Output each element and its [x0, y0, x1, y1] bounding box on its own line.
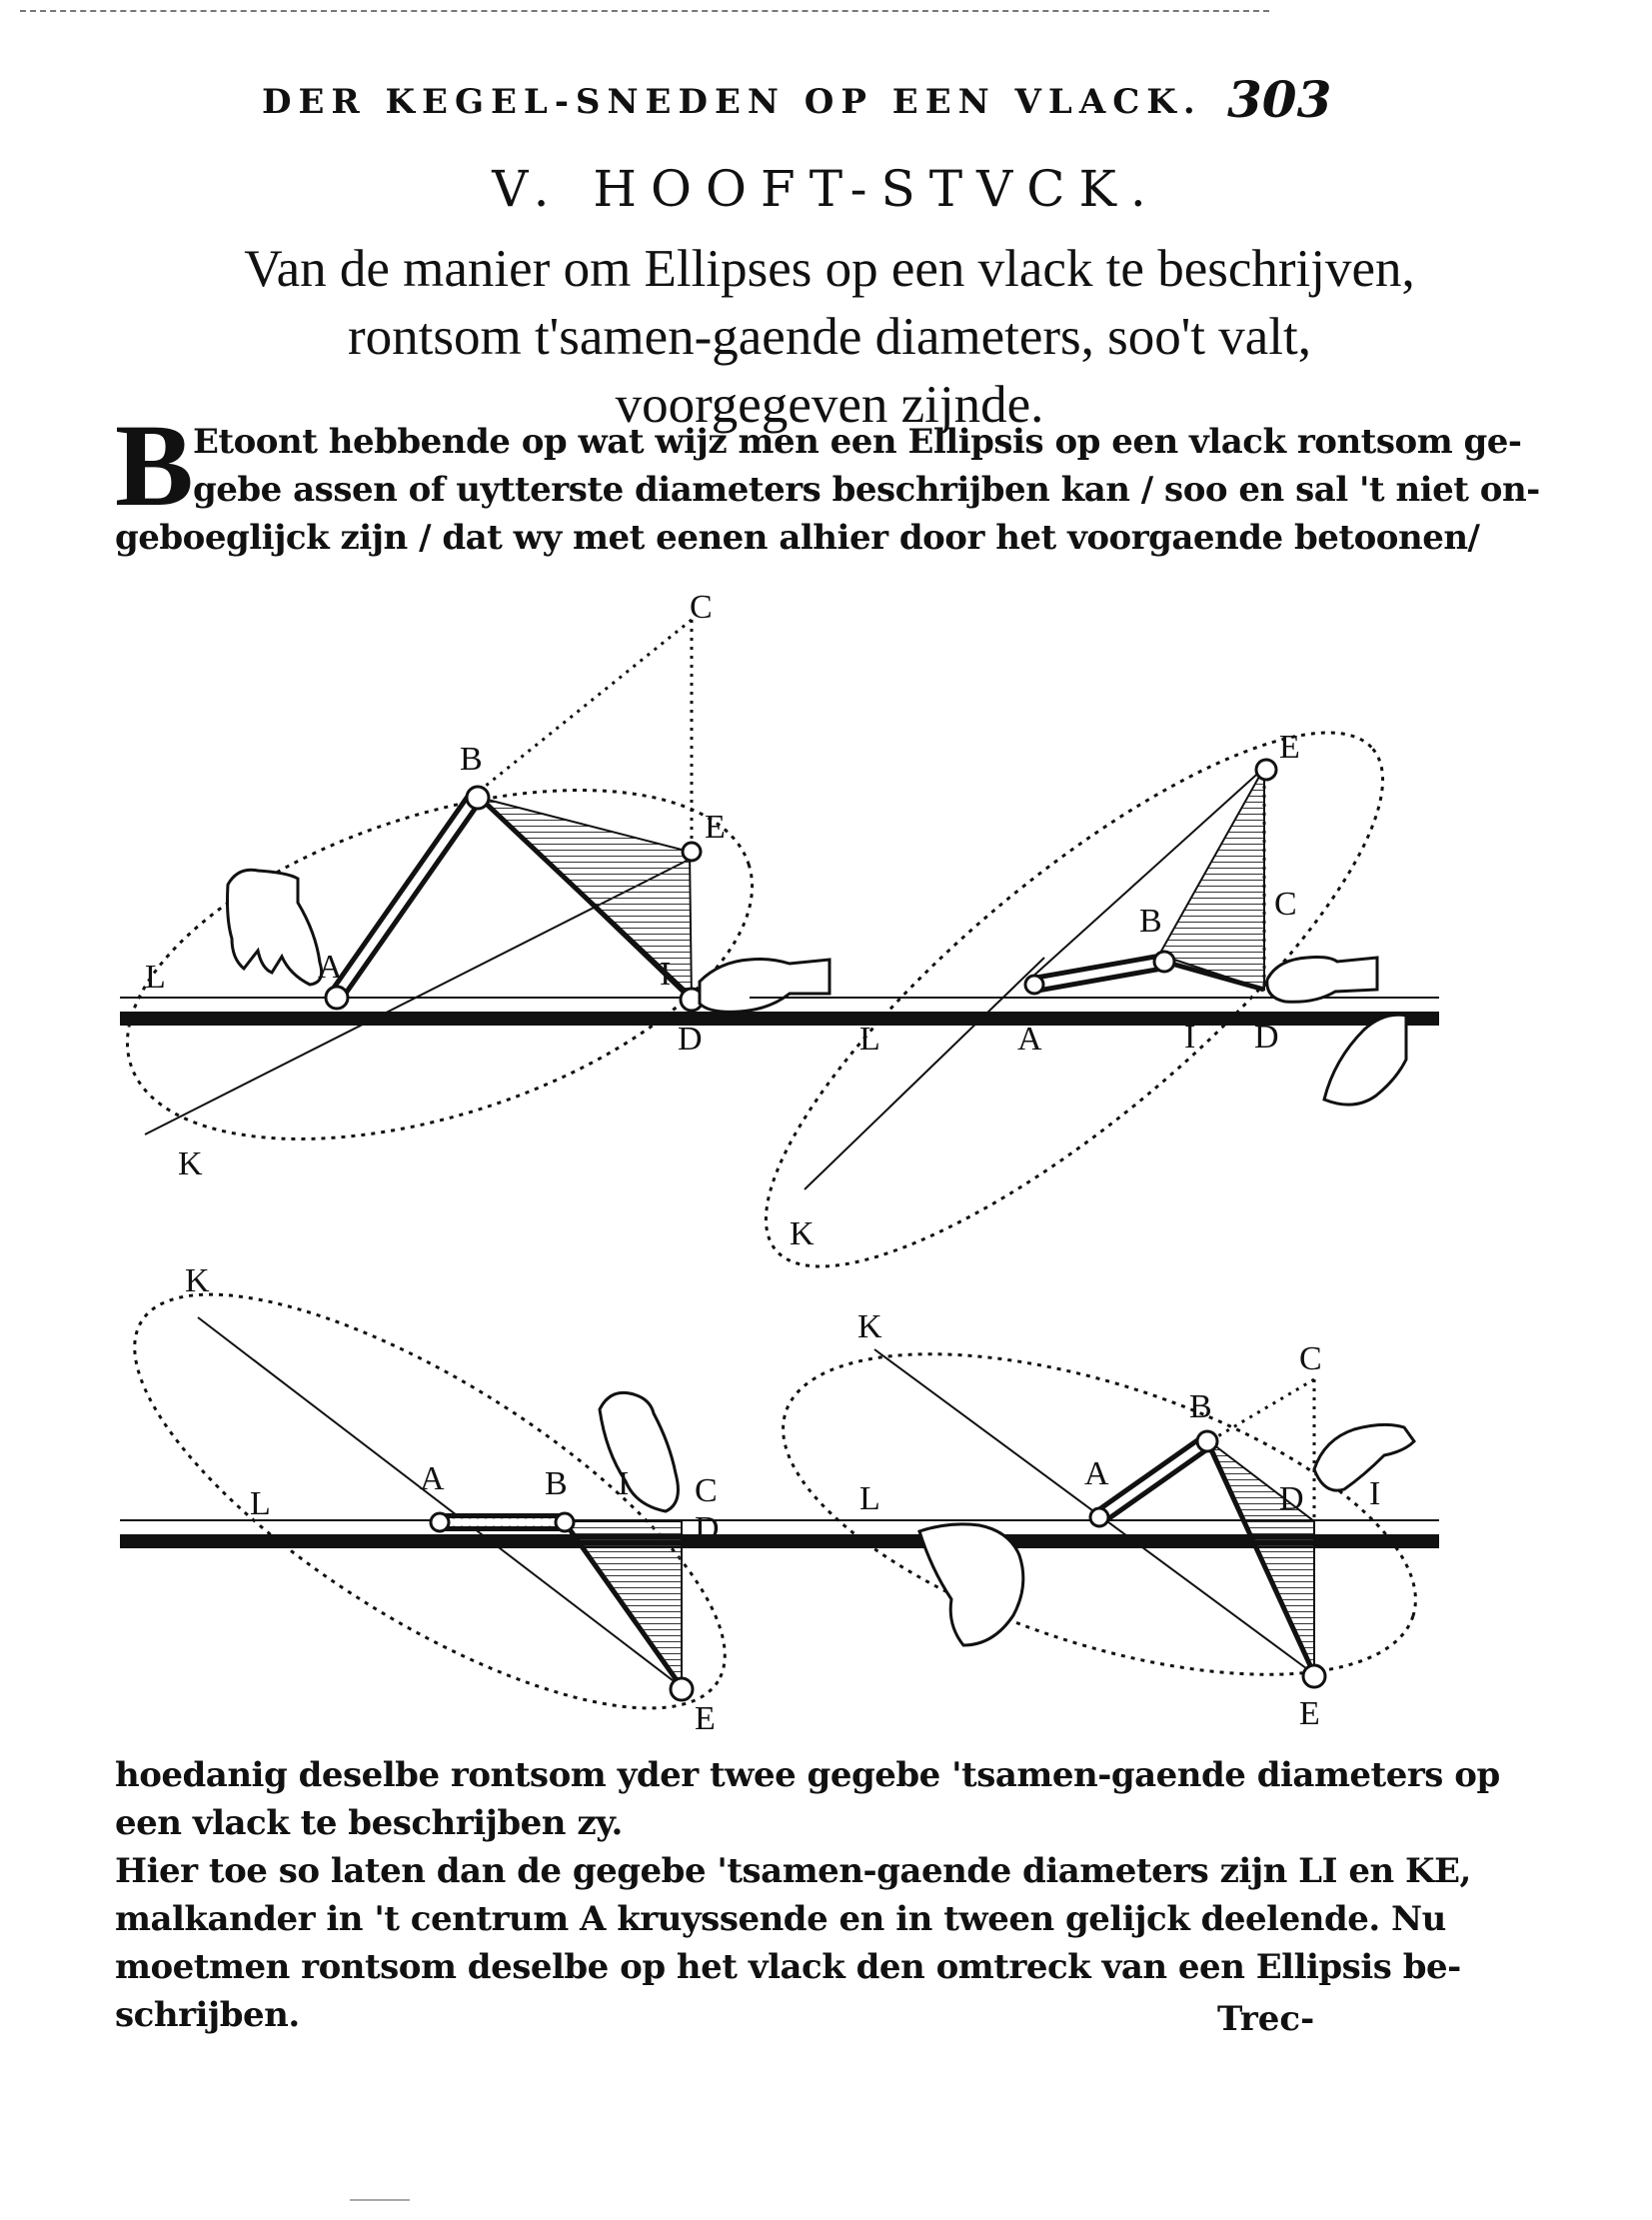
figure-label: K — [185, 1262, 210, 1299]
hatched-triangle — [1159, 768, 1264, 990]
figure-label: I — [660, 956, 672, 993]
pivot-point — [431, 1513, 449, 1531]
pivot-point — [671, 1678, 693, 1700]
figure-label: E — [1299, 1695, 1320, 1732]
figure-label: L — [145, 959, 166, 996]
chapter-heading-line: Van de manier om Ellipses op een vlack te beschrijven, — [244, 240, 1415, 298]
ellipse-construction-figure — [100, 580, 1499, 1739]
intro-line: gebe assen of uytterste diameters beschrijben kan / soo en sal 't niet on- — [193, 470, 1540, 510]
chapter-title: V. HOOFT-STVCK. — [492, 160, 1160, 218]
pivot-point — [683, 843, 701, 861]
pivot-point — [1025, 976, 1043, 994]
dotted-line — [475, 620, 692, 795]
ruler-bar — [750, 1012, 1439, 1026]
figure-label: I — [618, 1465, 630, 1502]
pivot-point — [326, 987, 348, 1009]
pivot-point — [1197, 1431, 1217, 1451]
figure-panel-1 — [100, 589, 829, 1207]
chapter-heading-line: rontsom t'samen-gaende diameters, soo't valt, — [347, 308, 1311, 366]
pivot-point — [1154, 952, 1174, 972]
body-text — [115, 1751, 1500, 2039]
figure-label: E — [705, 809, 726, 846]
diameter-line — [805, 958, 1044, 1189]
scan-edge-line — [20, 10, 1269, 12]
figure-label: K — [178, 1145, 203, 1182]
pivot-point — [556, 1513, 574, 1531]
figure-label: E — [1279, 729, 1300, 766]
body-line: Hier toe so laten dan de gegebe 'tsamen-gaende diameters zijn LI en KE, — [115, 1851, 1471, 1891]
figure-label: A — [1017, 1021, 1042, 1058]
figure-label: K — [790, 1215, 815, 1252]
figure-label: A — [318, 949, 343, 986]
body-line: schrijben. — [115, 1995, 300, 2035]
chapter-heading — [120, 235, 1539, 439]
ruler-bar — [120, 1012, 750, 1026]
scan-edge-line — [350, 2199, 410, 2201]
figure-label: K — [857, 1308, 882, 1345]
figure-label: B — [1139, 903, 1162, 940]
figure-label: C — [690, 589, 713, 626]
figure-panel-3 — [100, 1219, 782, 1739]
figure-label: C — [1299, 1340, 1322, 1377]
figure-label: L — [859, 1021, 880, 1058]
pivot-point — [1256, 760, 1276, 780]
catchword: Trec- — [1217, 1999, 1315, 2039]
intro-line: Etoont hebbende op wat wijz men een Ellipsis op een vlack rontsom ge- — [193, 422, 1522, 462]
figure-label: A — [1084, 1455, 1109, 1492]
figure-label: E — [695, 1700, 716, 1737]
figure-panel-4 — [746, 1288, 1453, 1739]
figure-label: L — [859, 1480, 880, 1517]
hand-icon — [700, 960, 829, 1013]
figure-label: C — [695, 1472, 718, 1509]
chapter-heading-line: voorgegeven zijnde. — [615, 376, 1044, 434]
figure-label: D — [678, 1021, 703, 1058]
figure-label: B — [1189, 1388, 1212, 1425]
paragraph — [115, 1847, 1471, 2039]
figure-label: I — [1369, 1475, 1381, 1512]
hand-icon — [228, 870, 322, 985]
ruler-bar — [750, 1534, 1439, 1548]
figure-label: L — [250, 1485, 271, 1522]
figure-label: D — [1254, 1019, 1279, 1056]
intro-line: geboeglijck zijn / dat wy met eenen alhier door het voorgaende betoonen/ — [115, 518, 1480, 558]
figure-label: B — [460, 741, 483, 778]
pivot-point — [467, 787, 489, 809]
running-head: DER KEGEL-SNEDEN OP EEN VLACK. — [262, 82, 1202, 122]
figure-label: D — [695, 1510, 720, 1547]
body-line: moetmen rontsom deselbe op het vlack den omtreck van een Ellipsis be- — [115, 1947, 1461, 1987]
figure-label: A — [420, 1460, 445, 1497]
body-line: hoedanig deselbe rontsom yder twee gegebe 'tsamen-gaende diameters op — [115, 1755, 1500, 1795]
body-line: malkander in 't centrum A kruyssende en in tween gelijck deelende. Nu — [115, 1899, 1446, 1939]
paragraph — [115, 1751, 1500, 1847]
dotted-line — [1209, 1379, 1314, 1441]
figure-panel-2 — [699, 657, 1450, 1341]
hand-icon — [600, 1392, 678, 1511]
figure-label: I — [1184, 1019, 1196, 1056]
body-line: een vlack te beschrijben zy. — [115, 1803, 623, 1843]
figure-label: D — [1279, 1480, 1304, 1517]
pivot-point — [1303, 1665, 1325, 1687]
drop-cap: B — [115, 400, 194, 531]
hand-icon — [1324, 1015, 1406, 1105]
hand-icon — [1267, 958, 1377, 1003]
hand-icon — [1314, 1424, 1414, 1490]
figure-label: C — [1274, 886, 1297, 923]
figure-label: B — [545, 1465, 568, 1502]
page-number: 303 — [1227, 70, 1332, 129]
pivot-point — [1090, 1508, 1108, 1526]
